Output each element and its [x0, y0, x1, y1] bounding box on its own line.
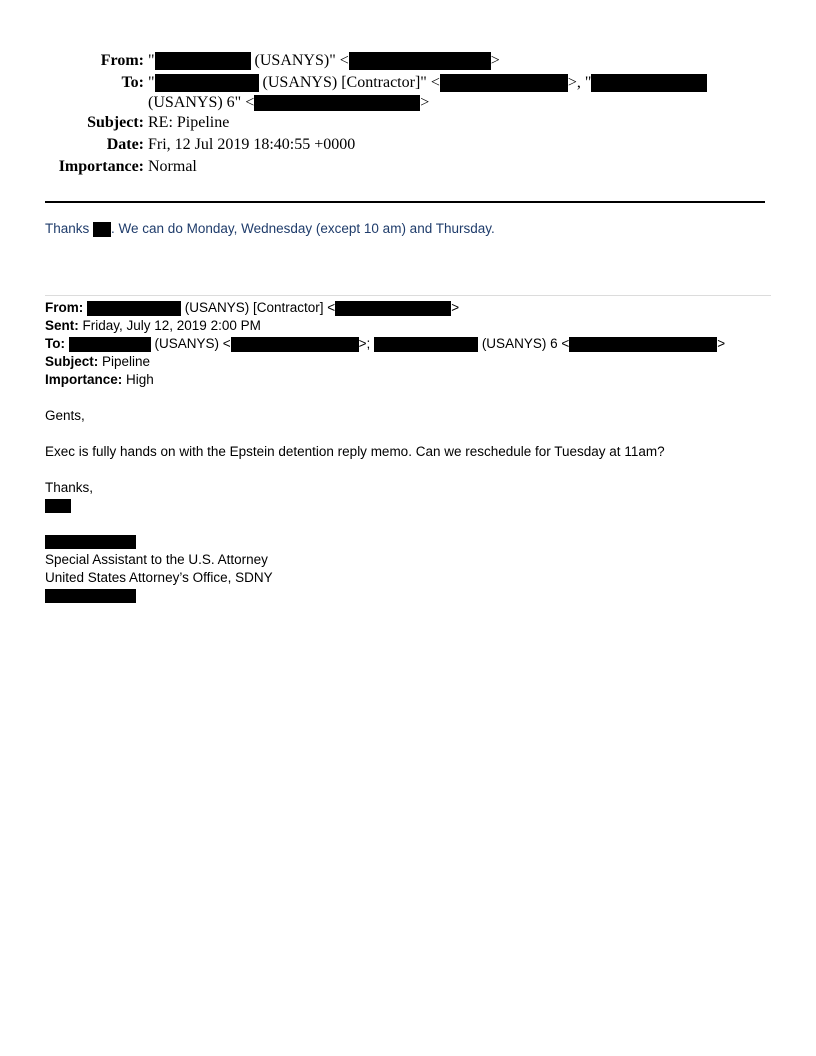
- redaction-box: [231, 337, 359, 352]
- orig-subject-row: [45, 353, 775, 371]
- orig-importance-label: Importance:: [45, 372, 123, 387]
- spacer: [45, 425, 775, 443]
- header-date-label: Date:: [106, 136, 144, 153]
- orig-subject-label: Subject:: [45, 354, 99, 369]
- orig-importance-row: [45, 371, 775, 389]
- header-importance-value: Normal: [148, 158, 197, 175]
- header-subject-label: Subject:: [87, 114, 144, 131]
- orig-to-separator: >;: [358, 336, 375, 351]
- original-message: [45, 299, 775, 605]
- orig-subject-value: Pipeline: [98, 354, 151, 369]
- orig-from-label: From:: [45, 300, 84, 315]
- orig-sent-row: [45, 317, 775, 335]
- header-subject-value: RE: Pipeline: [148, 114, 230, 131]
- redaction-box: [335, 301, 451, 316]
- from-quote: ": [148, 52, 155, 69]
- redaction-box: [155, 52, 251, 70]
- orig-to-org-2: (USANYS) 6 <: [478, 336, 570, 351]
- signature-title: Special Assistant to the U.S. Attorney: [45, 552, 268, 567]
- redaction-box: [254, 95, 420, 111]
- orig-to-close: >: [717, 336, 726, 351]
- redaction-box: [93, 222, 111, 237]
- reply-thanks: Thanks: [45, 221, 94, 236]
- signature-contact: [45, 587, 775, 605]
- redaction-box: [374, 337, 478, 352]
- orig-to-label: To:: [45, 336, 65, 351]
- header-importance-row: [0, 156, 816, 178]
- signature-name: [45, 533, 775, 551]
- orig-signoff-name: [45, 497, 775, 515]
- header-to-label: To:: [121, 74, 144, 91]
- redaction-box: [440, 74, 568, 92]
- orig-importance-value: High: [122, 372, 154, 387]
- orig-to-org-1: (USANYS) <: [150, 336, 231, 351]
- spacer: [45, 389, 775, 407]
- spacer: [45, 461, 775, 479]
- signature-office: United States Attorney’s Office, SDNY: [45, 570, 273, 585]
- orig-sent-label: Sent:: [45, 318, 79, 333]
- header-importance-label: Importance:: [58, 158, 144, 175]
- from-org: (USANYS)" <: [250, 52, 349, 69]
- redaction-box: [349, 52, 491, 70]
- header-date-row: [0, 134, 816, 156]
- redaction-box: [45, 499, 71, 513]
- from-close: >: [490, 52, 500, 69]
- to-close: >: [420, 94, 430, 111]
- orig-from-close: >: [451, 300, 460, 315]
- orig-body: Exec is fully hands on with the Epstein detention reply memo. Can we reschedule for Tuesday at 11am?: [45, 444, 665, 459]
- spacer: [45, 515, 775, 533]
- redaction-box: [569, 337, 717, 352]
- reply-message: [45, 221, 495, 237]
- header-from-value: [148, 50, 500, 72]
- header-subject-row: [0, 112, 816, 134]
- header-from-label: From:: [100, 52, 144, 69]
- redaction-box: [69, 337, 151, 352]
- reply-text: . We can do Monday, Wednesday (except 10 am) and Thursday.: [111, 221, 495, 236]
- to-quote: ": [148, 74, 155, 91]
- to-separator: >, ": [567, 74, 592, 91]
- header-to-row: [0, 72, 816, 112]
- to-org-2: (USANYS) 6" <: [148, 94, 255, 111]
- header-to-line2: [148, 94, 707, 112]
- header-divider: [45, 201, 765, 203]
- orig-to-row: [45, 335, 775, 353]
- orig-sent-value: Friday, July 12, 2019 2:00 PM: [78, 318, 261, 333]
- redaction-box: [45, 535, 136, 549]
- redaction-box: [87, 301, 181, 316]
- orig-from-row: [45, 299, 775, 317]
- header-to-value: [148, 72, 707, 112]
- orig-from-org: (USANYS) [Contractor] <: [181, 300, 336, 315]
- header-date-value: Fri, 12 Jul 2019 18:40:55 +0000: [148, 136, 356, 153]
- quoted-divider: [45, 295, 771, 296]
- redaction-box: [155, 74, 259, 92]
- redaction-box: [591, 74, 707, 92]
- to-org: (USANYS) [Contractor]" <: [258, 74, 440, 91]
- orig-closing: Thanks,: [45, 480, 94, 495]
- header-from-row: [0, 50, 816, 72]
- email-header: [0, 50, 816, 178]
- orig-greeting: Gents,: [45, 408, 85, 423]
- redaction-box: [45, 589, 136, 603]
